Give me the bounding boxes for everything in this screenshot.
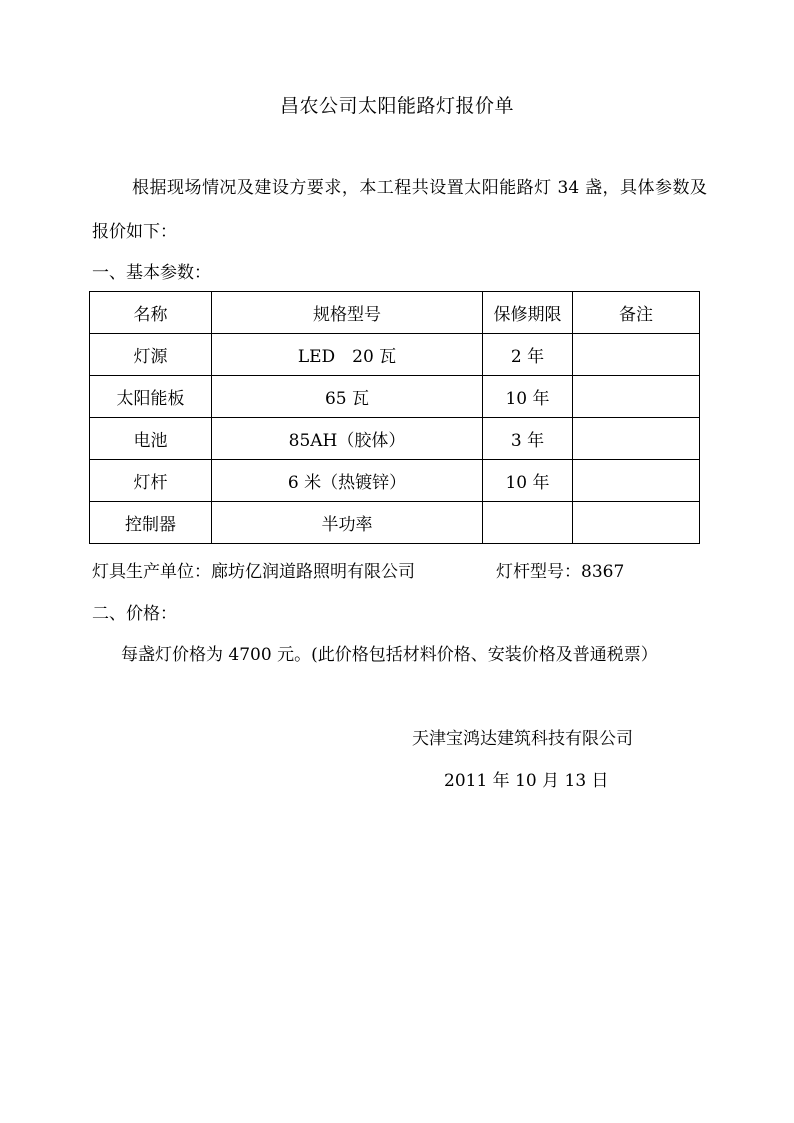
cell-warranty [483, 502, 573, 544]
cell-warranty: 2 年 [483, 334, 573, 376]
cell-name: 控制器 [90, 502, 212, 544]
document-date: 2011 年 10 月 13 日 [444, 771, 609, 791]
cell-remarks [573, 418, 700, 460]
cell-name: 太阳能板 [90, 376, 212, 418]
table-row [90, 376, 700, 418]
cell-warranty: 10 年 [483, 460, 573, 502]
section-price-heading: 二、价格： [92, 604, 177, 624]
cell-remarks [573, 334, 700, 376]
cell-warranty: 3 年 [483, 418, 573, 460]
cell-spec: 半功率 [212, 502, 483, 544]
cell-remarks [573, 502, 700, 544]
cell-name: 灯杆 [90, 460, 212, 502]
producer-line: 灯具生产单位：廊坊亿润道路照明有限公司 [92, 562, 415, 582]
cell-spec: 65 瓦 [212, 376, 483, 418]
cell-spec: 6 米（热镀锌） [212, 460, 483, 502]
cell-name: 电池 [90, 418, 212, 460]
pole-model-line: 灯杆型号：8367 [496, 562, 625, 582]
cell-spec: LED 20 瓦 [212, 334, 483, 376]
header-cell-warranty: 保修期限 [483, 292, 573, 334]
cell-name: 灯源 [90, 334, 212, 376]
header-cell-spec: 规格型号 [212, 292, 483, 334]
header-cell-name: 名称 [90, 292, 212, 334]
cell-remarks [573, 460, 700, 502]
document-title: 昌农公司太阳能路灯报价单 [279, 95, 514, 117]
table-row [90, 502, 700, 544]
company-signature: 天津宝鸿达建筑科技有限公司 [412, 729, 633, 749]
cell-warranty: 10 年 [483, 376, 573, 418]
table-row [90, 334, 700, 376]
params-table [89, 291, 700, 544]
price-text: 每盏灯价格为 4700 元。(此价格包括材料价格、安装价格及普通税票） [121, 645, 658, 665]
cell-spec: 85AH（胶体） [212, 418, 483, 460]
header-cell-remarks: 备注 [573, 292, 700, 334]
table-header-row [90, 292, 700, 334]
table-row [90, 418, 700, 460]
cell-remarks [573, 376, 700, 418]
section-basic-params-heading: 一、基本参数： [92, 263, 211, 283]
table-row [90, 460, 700, 502]
intro-paragraph: 根据现场情况及建设方要求，本工程共设置太阳能路灯 34 盏，具体参数及报价如下： [92, 178, 707, 242]
